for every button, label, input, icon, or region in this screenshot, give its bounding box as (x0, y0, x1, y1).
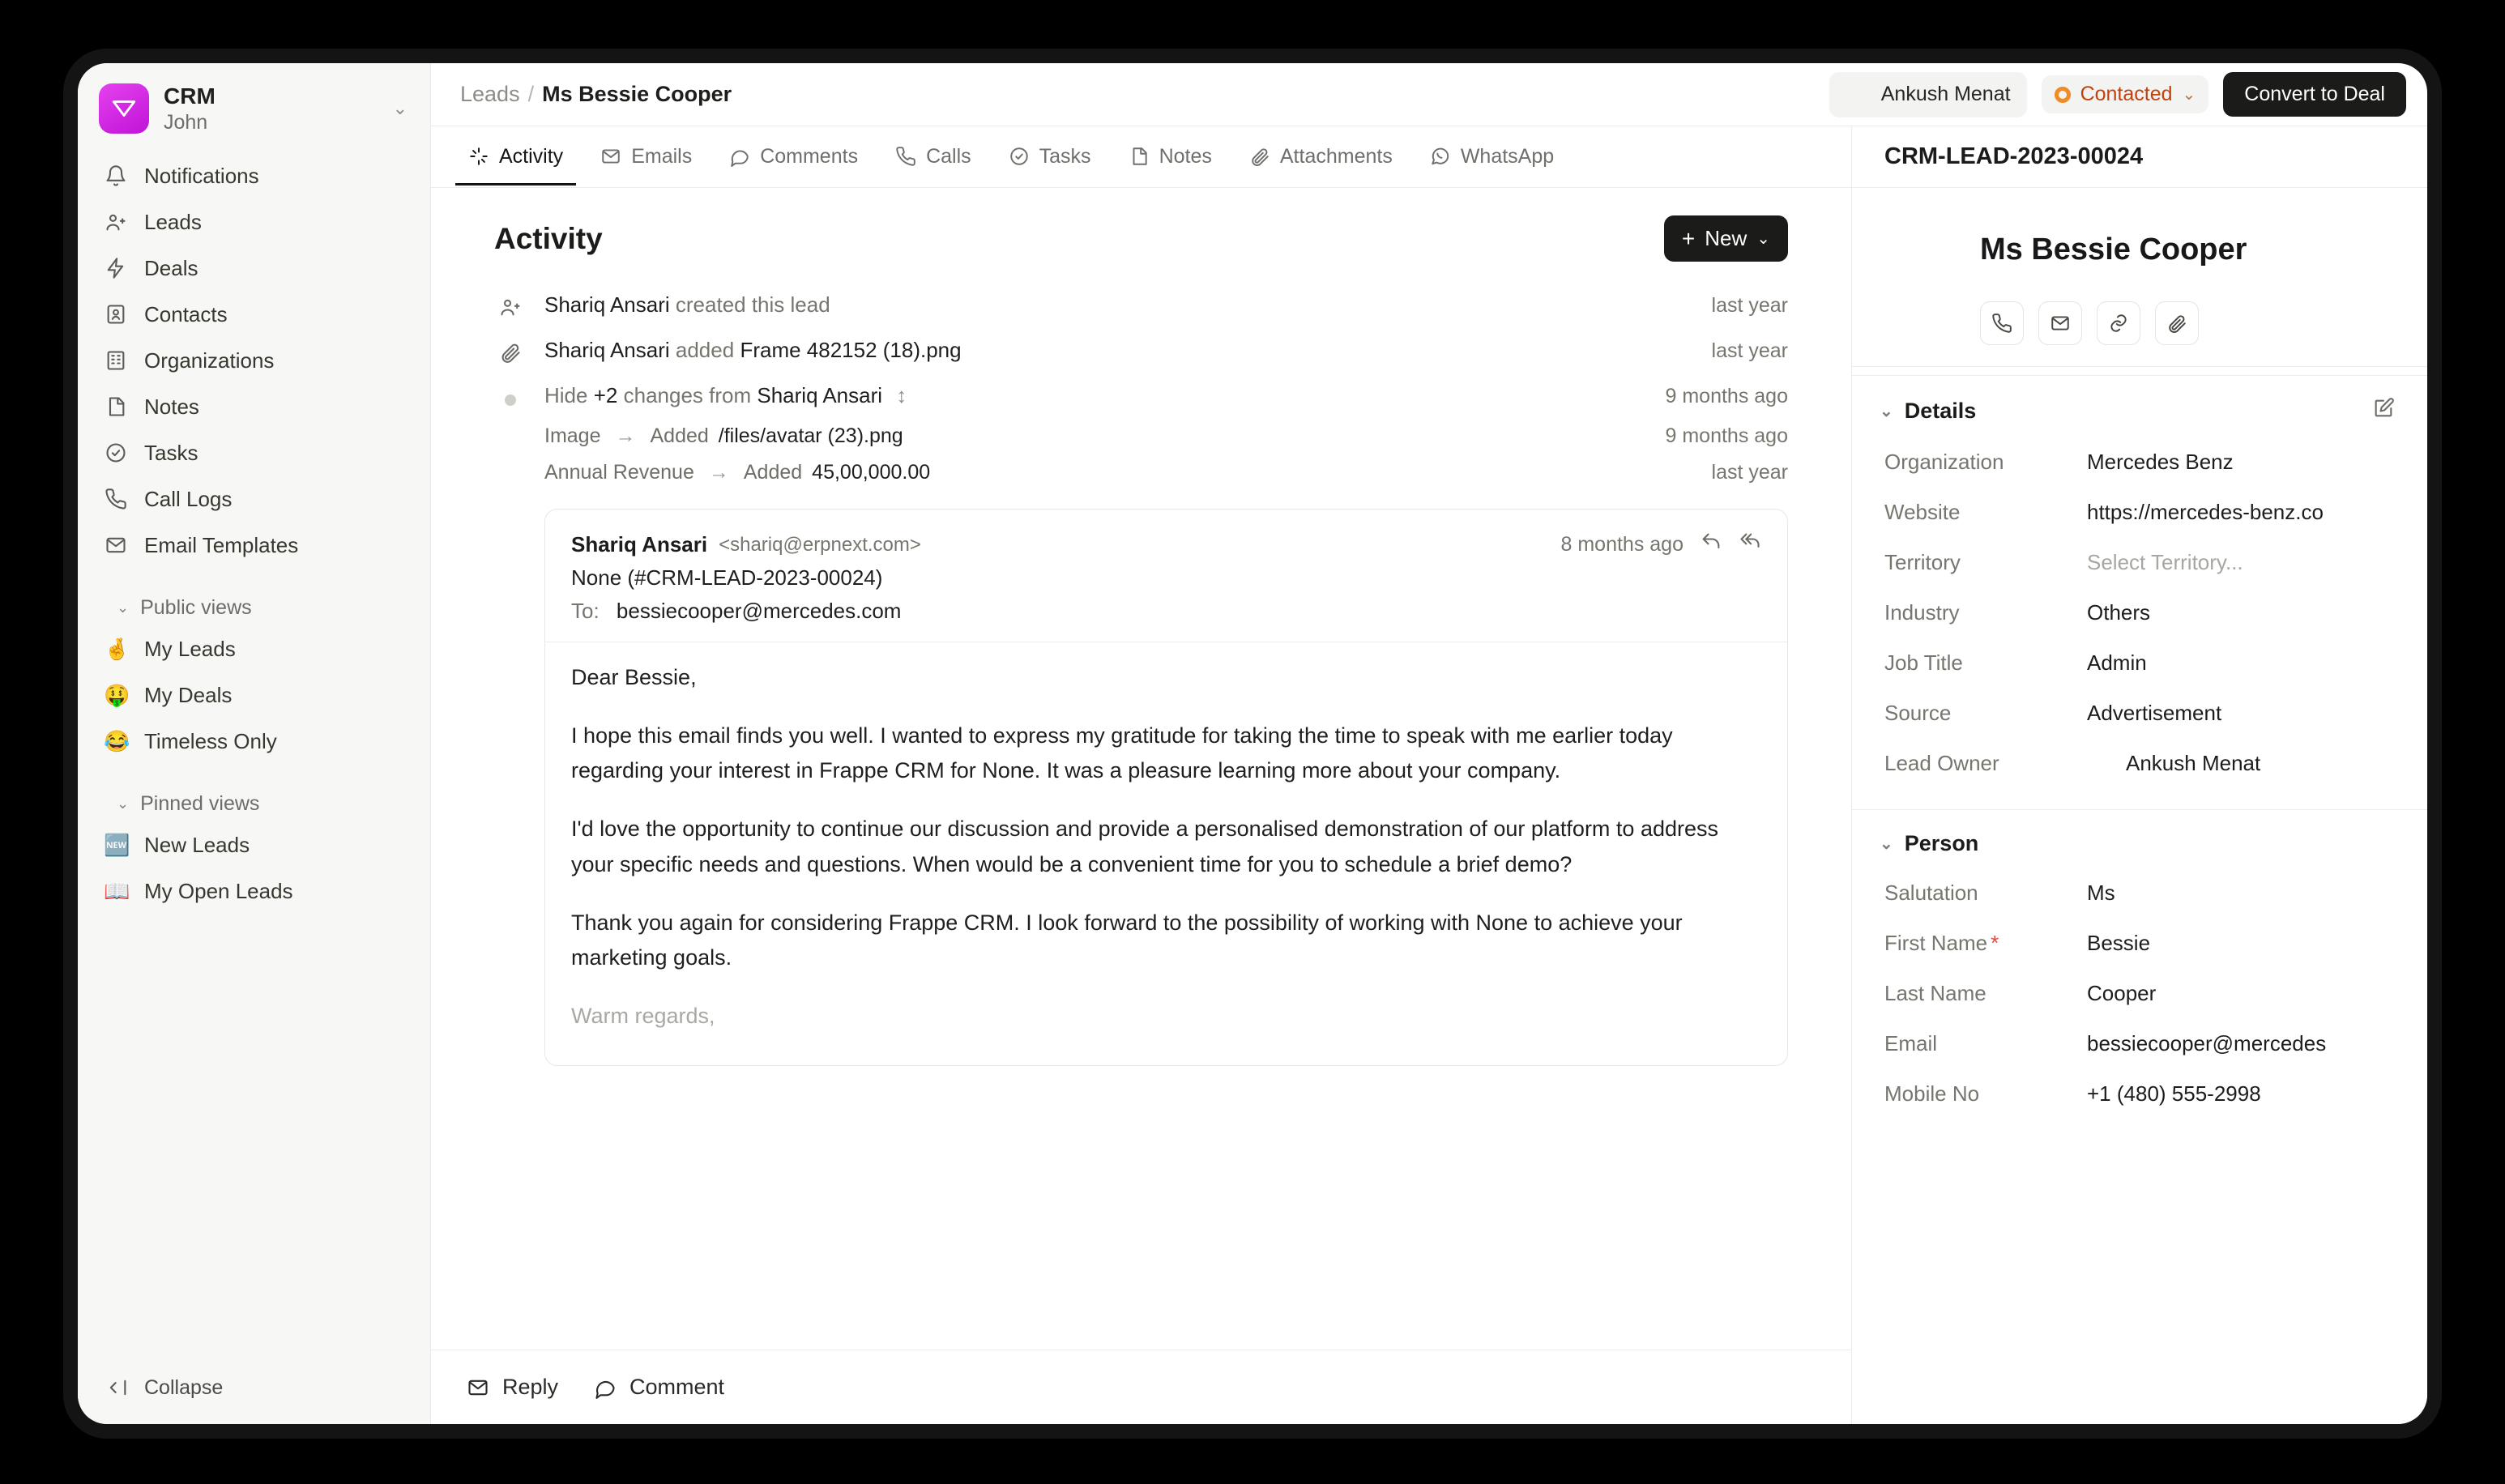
new-emoji-icon: 🆕 (104, 832, 130, 857)
comment-icon (594, 1376, 617, 1399)
email-icon (467, 1376, 489, 1399)
activity-icon (468, 146, 489, 167)
chevron-down-icon: ⌄ (117, 599, 130, 616)
tab-comments[interactable] (716, 129, 871, 186)
whatsapp-icon (1430, 146, 1451, 167)
notes-icon (104, 394, 128, 419)
sidebar-item-leads[interactable] (91, 199, 417, 245)
group-hide-label: Hide (544, 383, 588, 407)
sidebar-item-label: My Deals (144, 682, 233, 707)
activity-subject: Frame 482152 (18).png (740, 338, 962, 362)
email-time: 8 months ago (1560, 533, 1684, 556)
sidebar-item-deals[interactable] (91, 245, 417, 292)
field-label: Source (1884, 700, 1952, 725)
tab-whatsapp[interactable] (1417, 129, 1567, 186)
email-card[interactable] (544, 509, 1788, 1066)
bell-icon (104, 164, 128, 188)
book-emoji-icon: 📖 (104, 878, 130, 903)
field-value: Ankush Menat (2126, 750, 2261, 775)
list-item (494, 283, 1788, 328)
change-value: /files/avatar (23).png (718, 424, 903, 447)
record-id: CRM-LEAD-2023-00024 (1852, 126, 2427, 188)
email-body (571, 642, 1761, 1034)
tab-label: WhatsApp (1460, 144, 1555, 168)
email-icon (600, 146, 621, 167)
tab-label: Calls (926, 144, 971, 168)
tasks-icon (104, 441, 128, 465)
email-to-label: To: (571, 599, 600, 623)
email-paragraph: I'd love the opportunity to continue our discussion and provide a personalised demonstration of our platform to address your specific needs and questions. When would be a convenient time for you to schedule a brief demo? (571, 817, 1718, 876)
main-area (431, 63, 2427, 1424)
sidebar-item-label: Timeless Only (144, 728, 277, 753)
field-value: https://mercedes-benz.co (2087, 499, 2324, 524)
field-value: Bessie (2087, 930, 2151, 955)
person-section-header[interactable] (1852, 810, 2427, 868)
field-source[interactable] (1884, 688, 2395, 738)
activity-actor: Shariq Ansari (544, 292, 670, 317)
contacts-icon (104, 302, 128, 326)
leads-icon (104, 210, 128, 234)
sidebar-item-label: Call Logs (144, 486, 233, 511)
sidebar-item-notifications[interactable] (91, 153, 417, 199)
change-field: Annual Revenue (544, 461, 694, 484)
sidebar-item-label: Leads (144, 209, 202, 234)
status-dot-icon (2055, 87, 2071, 103)
lead-owner-name: Ankush Menat (1880, 83, 2011, 105)
chevron-down-icon: ⌄ (1880, 403, 1893, 420)
email-actions (1561, 531, 1762, 559)
activity-text (544, 292, 1694, 318)
sidebar-item-tasks[interactable] (91, 430, 417, 476)
details-panel (1852, 126, 2427, 1424)
field-label: Organization (1884, 449, 2004, 474)
collapse-label: Collapse (144, 1375, 224, 1399)
composer-bar (431, 1350, 1851, 1424)
status-badge[interactable] (2042, 75, 2209, 113)
change-time: 9 months ago (1665, 424, 1788, 447)
top-bar (431, 63, 2427, 126)
activity-action: added (675, 338, 735, 362)
field-email[interactable] (1884, 1018, 2395, 1068)
tab-label: Comments (760, 144, 859, 168)
convert-to-deal-button[interactable]: Convert to Deal (2223, 72, 2406, 117)
sidebar-item-label: Contacts (144, 301, 228, 326)
activity-column (431, 126, 1852, 1424)
field-label: Lead Owner (1884, 750, 1999, 775)
tab-tasks[interactable] (996, 129, 1104, 186)
new-activity-button[interactable] (1664, 215, 1788, 262)
field-territory[interactable] (1884, 537, 2395, 587)
sidebar-item-email-templates[interactable] (91, 522, 417, 569)
activity-text (544, 383, 1648, 408)
sidebar-item-call-logs[interactable] (91, 476, 417, 522)
breadcrumb-leads[interactable]: Leads (460, 82, 520, 106)
deals-icon (104, 256, 128, 280)
field-value: Cooper (2087, 980, 2157, 1005)
field-label (1884, 931, 2087, 956)
required-indicator: * (1991, 930, 1999, 955)
sidebar-item-my-open-leads[interactable] (91, 868, 417, 915)
change-action: Added (743, 461, 803, 484)
activity-group-toggle[interactable] (494, 373, 1788, 418)
organizations-icon (104, 348, 128, 373)
change-row (494, 454, 1788, 491)
field-value: Others (2087, 599, 2151, 625)
sidebar-item-label: Deals (144, 255, 198, 280)
field-label: Email (1884, 1030, 1938, 1055)
task-icon (1009, 146, 1030, 167)
sidebar-item-label: New Leads (144, 832, 250, 857)
list-item (494, 328, 1788, 373)
chevron-down-icon: ⌄ (117, 795, 130, 812)
activity-actor: Shariq Ansari (544, 338, 670, 362)
section-label: Public views (140, 595, 252, 619)
top-bar-actions (1829, 72, 2406, 117)
chevron-down-icon: ⌄ (1756, 230, 1770, 248)
field-value: +1 (480) 555-2998 (2087, 1081, 2261, 1106)
field-label: Territory (1884, 549, 1961, 574)
attachment-icon (1249, 146, 1270, 167)
field-job-title[interactable] (1884, 638, 2395, 688)
sidebar-item-new-leads[interactable] (91, 822, 417, 868)
sidebar-item-label: Notifications (144, 163, 259, 188)
field-label: Website (1884, 499, 1961, 524)
collapse-icon (105, 1375, 130, 1400)
sidebar-item-organizations[interactable] (91, 338, 417, 384)
sort-icon[interactable]: ↕ (896, 383, 907, 407)
sidebar-item-label: Tasks (144, 440, 198, 465)
activity-time: last year (1711, 294, 1788, 317)
record-hero (1852, 188, 2427, 367)
field-value: Ms (2087, 880, 2115, 905)
sidebar (78, 63, 431, 1424)
email-paragraph: I hope this email finds you well. I wanted to express my gratitude for taking the time to speak with me earlier today regarding your interest in Frappe CRM for None. It was a pleasure learning more about your company. (571, 723, 1673, 783)
email-sender: Shariq Ansari (571, 532, 708, 556)
field-label: Industry (1884, 599, 1960, 625)
sidebar-item-my-deals[interactable] (91, 672, 417, 719)
section-title: Person (1904, 831, 1979, 855)
sidebar-item-label: Organizations (144, 348, 275, 373)
record-name: Ms Bessie Cooper (1980, 232, 2247, 267)
plus-icon: + (1681, 225, 1696, 251)
section-pinned-views[interactable] (91, 776, 417, 822)
email-icon[interactable] (2038, 301, 2082, 345)
tab-label: Emails (631, 144, 693, 168)
crm-logo-icon (99, 83, 149, 134)
tab-label: Activity (499, 144, 564, 168)
reply-all-icon[interactable] (1739, 531, 1761, 559)
brand-text (164, 83, 378, 135)
tab-notes[interactable] (1116, 129, 1225, 186)
tab-label: Notes (1159, 144, 1212, 168)
field-label: Job Title (1884, 650, 1963, 675)
status-label: Contacted (2080, 83, 2173, 105)
section-title: Details (1904, 399, 1977, 423)
collapse-sidebar-button[interactable] (78, 1354, 430, 1424)
bullet-icon (494, 383, 527, 406)
field-website[interactable] (1884, 487, 2395, 537)
sidebar-item-timeless-only[interactable] (91, 719, 417, 765)
breadcrumb-separator: / (527, 82, 535, 106)
reply-icon[interactable] (1700, 531, 1722, 559)
sidebar-item-label: Notes (144, 394, 199, 419)
person-rows (1852, 868, 2427, 1132)
section-public-views[interactable] (91, 580, 417, 626)
field-mobile-no[interactable] (1884, 1068, 2395, 1119)
tab-label: Attachments (1279, 144, 1393, 168)
comment-label: Comment (629, 1375, 725, 1399)
sidebar-item-my-leads[interactable] (91, 626, 417, 672)
quick-actions (1980, 301, 2395, 345)
new-button-label: New (1705, 226, 1748, 250)
group-text: changes from (623, 383, 752, 407)
field-organization[interactable] (1884, 437, 2395, 487)
sidebar-item-label: My Open Leads (144, 878, 293, 903)
change-value: 45,00,000.00 (812, 461, 931, 484)
email-header (571, 531, 1761, 559)
tab-attachments[interactable] (1236, 129, 1406, 186)
email-paragraph: Thank you again for considering Frappe CRM. I look forward to the possibility of working with None to achieve your marketing goals. (571, 910, 1683, 970)
field-first-name[interactable] (1884, 918, 2395, 968)
field-value: Mercedes Benz (2087, 449, 2234, 474)
comment-button[interactable] (594, 1375, 724, 1400)
field-last-name[interactable] (1884, 968, 2395, 1018)
email-sender-address: <shariq@erpnext.com> (719, 533, 921, 556)
phone-icon[interactable] (1980, 301, 2024, 345)
field-label: Salutation (1884, 880, 1978, 905)
phone-icon (104, 487, 128, 511)
breadcrumb (460, 82, 732, 107)
activity-action: created this lead (675, 292, 830, 317)
sidebar-nav (78, 147, 430, 915)
user-add-icon (494, 292, 527, 318)
mail-icon (104, 533, 128, 557)
group-count: +2 (593, 383, 618, 407)
content-split (431, 126, 2427, 1424)
tab-emails[interactable] (587, 129, 705, 186)
change-action: Added (650, 424, 709, 447)
sidebar-item-label: Email Templates (144, 532, 299, 557)
details-section-header[interactable] (1852, 376, 2427, 437)
attachment-icon (494, 338, 527, 364)
field-label: Mobile No (1884, 1081, 1980, 1106)
activity-time: 9 months ago (1665, 385, 1788, 407)
avatar (2087, 749, 2115, 777)
hand-emoji-icon: 🤞 (104, 636, 130, 661)
arrow-right-icon: → (615, 424, 636, 447)
field-industry[interactable] (1884, 587, 2395, 638)
reply-button[interactable] (467, 1375, 558, 1400)
sidebar-item-label: My Leads (144, 636, 236, 661)
comment-icon (729, 146, 750, 167)
section-label: Pinned views (140, 791, 260, 815)
arrow-right-icon: → (708, 461, 729, 484)
money-emoji-icon: 🤑 (104, 682, 130, 707)
chevron-down-icon: ⌄ (2182, 86, 2196, 104)
field-lead-owner[interactable] (1884, 738, 2395, 788)
note-icon (1129, 146, 1150, 167)
field-salutation[interactable] (1884, 868, 2395, 918)
brand-user: John (164, 111, 208, 134)
activity-time: last year (1711, 339, 1788, 362)
link-icon[interactable] (2097, 301, 2140, 345)
sidebar-item-notes[interactable] (91, 384, 417, 430)
field-value: Admin (2087, 650, 2147, 675)
sidebar-item-contacts[interactable] (91, 292, 417, 338)
email-to-value: bessiecooper@mercedes.com (616, 599, 902, 623)
attachment-icon[interactable] (2155, 301, 2199, 345)
app-window (78, 63, 2427, 1424)
activity-header (494, 215, 1788, 262)
tab-bar (431, 126, 1851, 188)
details-rows (1852, 437, 2427, 801)
field-label: Last Name (1884, 980, 1987, 1005)
change-time: last year (1711, 461, 1788, 484)
avatar (495, 518, 531, 553)
brand-title: CRM (164, 83, 216, 109)
lead-owner-chip[interactable] (1829, 72, 2027, 117)
email-subject: None (#CRM-LEAD-2023-00024) (571, 565, 883, 590)
avatar (1837, 79, 1870, 111)
field-value: bessiecooper@mercedes (2087, 1030, 2327, 1055)
reply-label: Reply (502, 1375, 559, 1399)
chevron-down-icon[interactable]: ⌄ (392, 98, 408, 119)
avatar[interactable] (1884, 212, 1959, 287)
field-value: Advertisement (2087, 700, 2222, 725)
email-signoff: Warm regards, (571, 1004, 715, 1029)
field-value-wrapper (2087, 749, 2395, 777)
tab-label: Tasks (1039, 144, 1091, 168)
breadcrumb-current: Ms Bessie Cooper (542, 82, 732, 106)
activity-text (544, 338, 1694, 363)
email-recipient-row (571, 599, 1761, 624)
group-actor: Shariq Ansari (757, 383, 883, 407)
field-label-text: First Name (1884, 930, 1988, 955)
edit-icon[interactable] (2372, 397, 2395, 425)
chevron-down-icon: ⌄ (1880, 835, 1893, 853)
change-field: Image (544, 424, 601, 447)
workspace-switcher[interactable] (78, 63, 430, 147)
tab-activity[interactable] (455, 129, 576, 186)
activity-feed[interactable] (431, 188, 1851, 1350)
field-value: Select Territory... (2087, 549, 2243, 574)
email-paragraph: Dear Bessie, (571, 665, 697, 689)
tab-calls[interactable] (882, 129, 984, 186)
page-title: Activity (494, 221, 603, 255)
phone-icon (895, 146, 916, 167)
change-row (494, 418, 1788, 454)
laugh-emoji-icon: 😂 (104, 728, 130, 753)
